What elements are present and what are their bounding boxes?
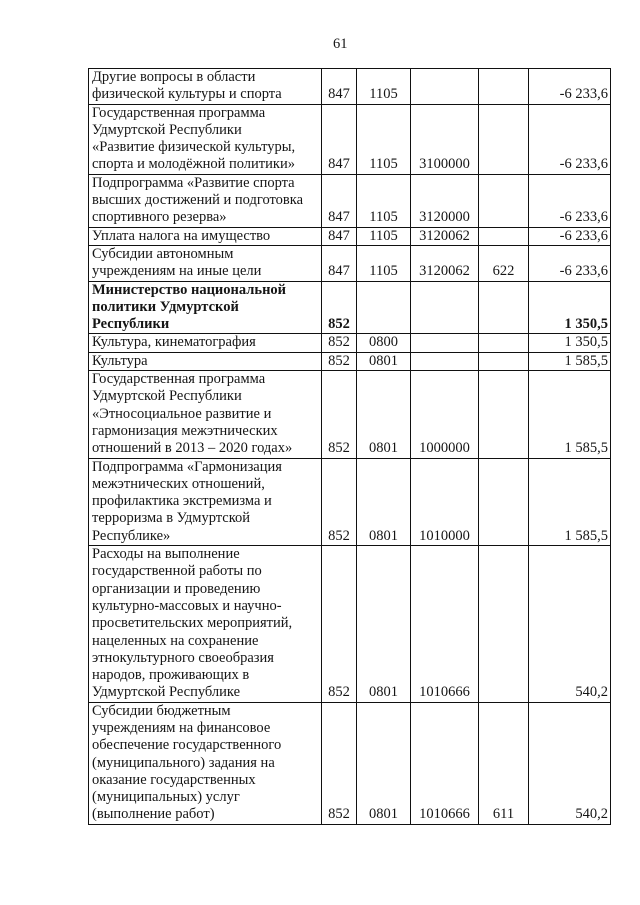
row-name-line: высших достижений и подготовка bbox=[92, 192, 304, 209]
row-name-line: Другие вопросы в области bbox=[92, 69, 256, 85]
amount-cell: 1 585,5 bbox=[529, 371, 611, 458]
expense-type-cell bbox=[479, 174, 529, 227]
row-name-cell bbox=[89, 334, 322, 352]
page-number: 61 bbox=[333, 36, 348, 52]
target-article-cell: 1010666 bbox=[411, 546, 479, 703]
row-name-line: учреждениям на иные цели bbox=[92, 263, 262, 280]
row-name-line: оказание государственных bbox=[92, 771, 256, 788]
amount-cell: -6 233,6 bbox=[529, 104, 611, 174]
amount-cell: -6 233,6 bbox=[529, 69, 611, 105]
row-name-cell bbox=[89, 245, 322, 281]
section-code-cell: 1105 bbox=[357, 174, 411, 227]
row-name-cell bbox=[89, 371, 322, 458]
row-name-line: культурно-массовых и научно- bbox=[92, 597, 282, 614]
target-article-cell bbox=[411, 69, 479, 105]
amount-cell: 1 350,5 bbox=[529, 334, 611, 352]
target-article-cell: 3120062 bbox=[411, 227, 479, 245]
table-row bbox=[89, 69, 611, 105]
row-name-line: (муниципального) задания на bbox=[92, 754, 275, 771]
amount-cell: 1 585,5 bbox=[529, 458, 611, 545]
table-row bbox=[89, 334, 611, 352]
row-name-line: Государственная программа bbox=[92, 371, 266, 388]
table-row bbox=[89, 245, 611, 281]
row-name-line: Удмуртской Республике bbox=[92, 684, 241, 701]
section-code-cell: 1105 bbox=[357, 245, 411, 281]
ministry-code-cell: 852 bbox=[322, 281, 357, 334]
row-name-line: политики Удмуртской bbox=[92, 298, 239, 315]
expense-type-cell bbox=[479, 546, 529, 703]
row-name-cell bbox=[89, 281, 322, 334]
target-article-cell bbox=[411, 334, 479, 352]
row-name-line: учреждениям на финансовое bbox=[92, 719, 271, 736]
expense-type-cell bbox=[479, 104, 529, 174]
table-row bbox=[89, 281, 611, 334]
row-name-line: Культура, кинематография bbox=[92, 334, 256, 351]
row-name-line: Министерство национальной bbox=[92, 281, 287, 298]
row-name-line: нацеленных на сохранение bbox=[92, 632, 259, 649]
ministry-code-cell: 852 bbox=[322, 334, 357, 352]
expense-type-cell: 622 bbox=[479, 245, 529, 281]
row-name-cell bbox=[89, 458, 322, 545]
row-name-cell bbox=[89, 702, 322, 824]
row-name-line: Субсидии бюджетным bbox=[92, 702, 231, 719]
row-name-cell bbox=[89, 227, 322, 245]
row-name-line: гармонизация межэтнических bbox=[92, 422, 278, 439]
table-row bbox=[89, 104, 611, 174]
table-row bbox=[89, 458, 611, 545]
amount-cell: 1 585,5 bbox=[529, 352, 611, 370]
target-article-cell bbox=[411, 352, 479, 370]
row-name-line: просветительских мероприятий, bbox=[92, 615, 293, 632]
row-name-line: Расходы на выполнение bbox=[92, 546, 240, 563]
row-name-cell bbox=[89, 546, 322, 703]
expense-type-cell bbox=[479, 371, 529, 458]
amount-cell: 1 350,5 bbox=[529, 281, 611, 334]
row-name-line: физической культуры и спорта bbox=[92, 86, 282, 103]
row-name-line: спорта и молодёжной политики» bbox=[92, 156, 295, 173]
target-article-cell: 1010666 bbox=[411, 702, 479, 824]
section-code-cell bbox=[357, 281, 411, 334]
budget-table bbox=[88, 68, 611, 825]
target-article-cell: 3120000 bbox=[411, 174, 479, 227]
row-name-line: государственной работы по bbox=[92, 563, 262, 580]
row-name-line: (муниципальных) услуг bbox=[92, 789, 240, 806]
row-name-line: профилактика экстремизма и bbox=[92, 493, 272, 510]
ministry-code-cell: 852 bbox=[322, 546, 357, 703]
row-name-line: «Этносоциальное развитие и bbox=[92, 405, 272, 422]
target-article-cell: 3120062 bbox=[411, 245, 479, 281]
expense-type-cell bbox=[479, 281, 529, 334]
section-code-cell: 0801 bbox=[357, 352, 411, 370]
expense-type-cell bbox=[479, 352, 529, 370]
row-name-line: (выполнение работ) bbox=[92, 806, 215, 823]
row-name-line: «Развитие физической культуры, bbox=[92, 139, 296, 156]
row-name-line: отношений в 2013 – 2020 годах» bbox=[92, 440, 293, 457]
row-name-line: Удмуртской Республики bbox=[92, 388, 242, 405]
row-name-line: Удмуртской Республики bbox=[92, 121, 242, 138]
section-code-cell: 0801 bbox=[357, 458, 411, 545]
row-name-line: Уплата налога на имущество bbox=[92, 227, 271, 244]
ministry-code-cell: 847 bbox=[322, 104, 357, 174]
section-code-cell: 1105 bbox=[357, 104, 411, 174]
section-code-cell: 0801 bbox=[357, 371, 411, 458]
target-article-cell: 1000000 bbox=[411, 371, 479, 458]
table-row bbox=[89, 702, 611, 824]
row-name-line: Субсидии автономным bbox=[92, 245, 234, 262]
table-row bbox=[89, 174, 611, 227]
table-body bbox=[89, 69, 611, 825]
amount-cell: -6 233,6 bbox=[529, 174, 611, 227]
ministry-code-cell: 847 bbox=[322, 174, 357, 227]
amount-cell: -6 233,6 bbox=[529, 227, 611, 245]
ministry-code-cell: 847 bbox=[322, 245, 357, 281]
target-article-cell: 1010000 bbox=[411, 458, 479, 545]
table-row bbox=[89, 352, 611, 370]
row-name-cell bbox=[89, 174, 322, 227]
row-name-line: обеспечение государственного bbox=[92, 737, 282, 754]
target-article-cell bbox=[411, 281, 479, 334]
row-name-line: организации и проведению bbox=[92, 580, 261, 597]
row-name-line: этнокультурного своеобразия bbox=[92, 649, 274, 666]
row-name-line: Государственная программа bbox=[92, 104, 266, 121]
row-name-line: спортивного резерва» bbox=[92, 209, 227, 226]
ministry-code-cell: 852 bbox=[322, 371, 357, 458]
section-code-cell: 0801 bbox=[357, 546, 411, 703]
amount-cell: 540,2 bbox=[529, 546, 611, 703]
row-name-cell bbox=[89, 104, 322, 174]
expense-type-cell: 611 bbox=[479, 702, 529, 824]
row-name-line: Культура bbox=[92, 352, 148, 369]
row-name-cell bbox=[89, 69, 322, 105]
expense-type-cell bbox=[479, 458, 529, 545]
expense-type-cell bbox=[479, 227, 529, 245]
table-row bbox=[89, 227, 611, 245]
target-article-cell: 3100000 bbox=[411, 104, 479, 174]
ministry-code-cell: 847 bbox=[322, 227, 357, 245]
ministry-code-cell: 852 bbox=[322, 352, 357, 370]
row-name-cell bbox=[89, 352, 322, 370]
expense-type-cell bbox=[479, 69, 529, 105]
row-name-line: Подпрограмма «Развитие спорта bbox=[92, 174, 295, 191]
table-row bbox=[89, 546, 611, 703]
section-code-cell: 1105 bbox=[357, 227, 411, 245]
table-row bbox=[89, 371, 611, 458]
row-name-line: Подпрограмма «Гармонизация bbox=[92, 458, 282, 475]
row-name-line: межэтнических отношений, bbox=[92, 475, 265, 492]
amount-cell: 540,2 bbox=[529, 702, 611, 824]
ministry-code-cell: 852 bbox=[322, 458, 357, 545]
row-name-line: народов, проживающих в bbox=[92, 667, 250, 684]
section-code-cell: 0801 bbox=[357, 702, 411, 824]
row-name-line: Республики bbox=[92, 316, 170, 333]
section-code-cell: 1105 bbox=[357, 69, 411, 105]
row-name-line: терроризма в Удмуртской bbox=[92, 510, 251, 527]
row-name-line: Республике» bbox=[92, 527, 171, 544]
amount-cell: -6 233,6 bbox=[529, 245, 611, 281]
ministry-code-cell: 847 bbox=[322, 69, 357, 105]
section-code-cell: 0800 bbox=[357, 334, 411, 352]
ministry-code-cell: 852 bbox=[322, 702, 357, 824]
expense-type-cell bbox=[479, 334, 529, 352]
